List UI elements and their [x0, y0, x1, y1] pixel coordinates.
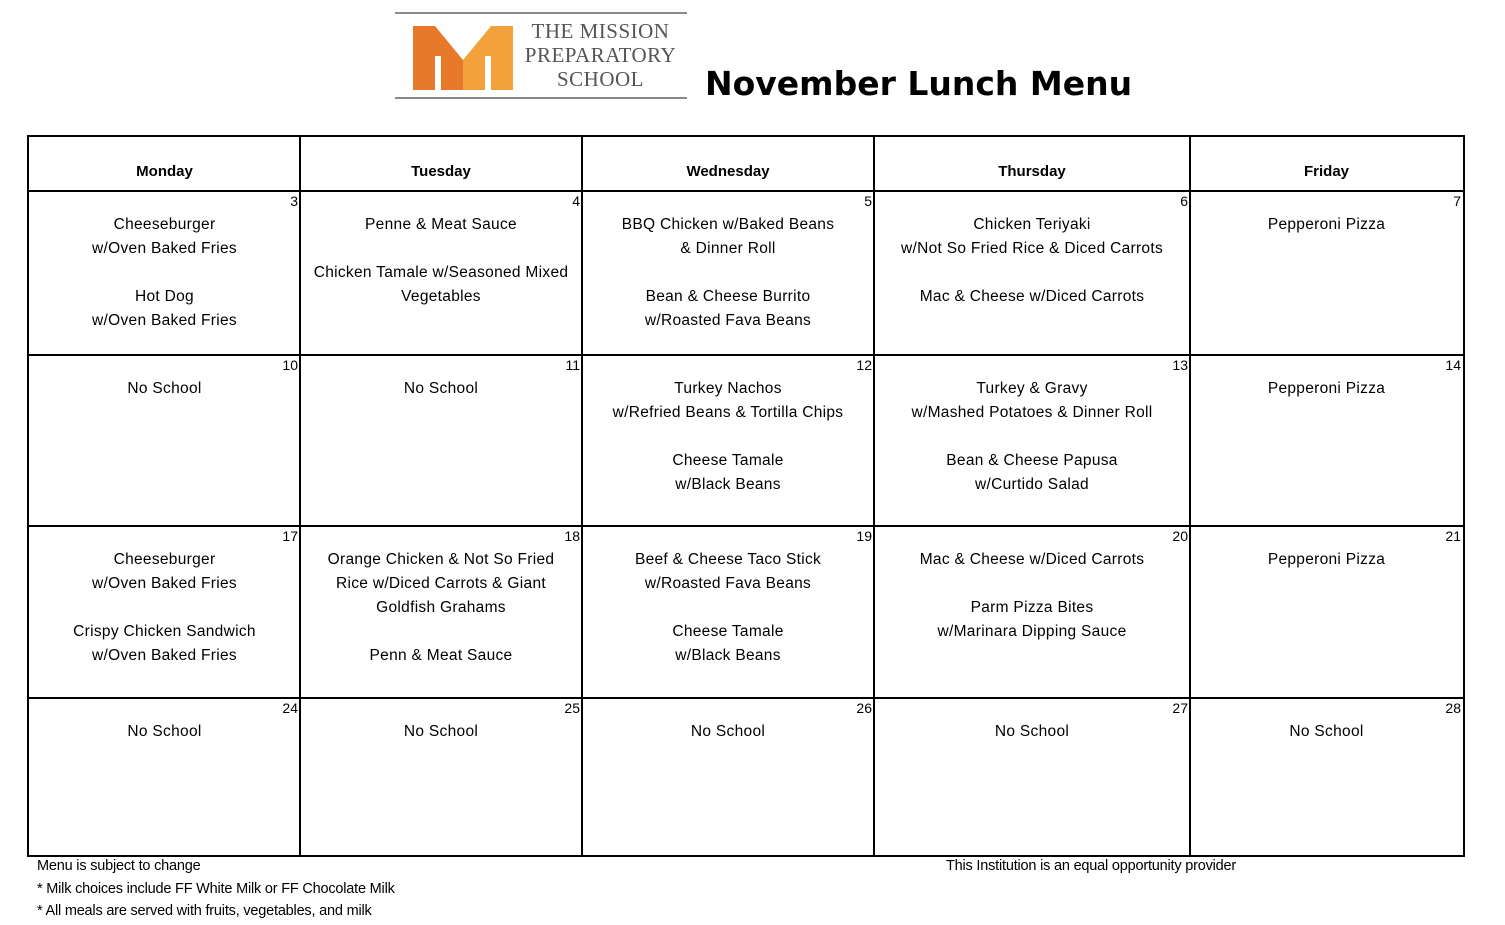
menu-cell [300, 191, 582, 355]
date-number: 11 [565, 357, 580, 373]
meal-item [300, 213, 582, 237]
meal-line: w/Oven Baked Fries [92, 312, 237, 329]
meal-line: Cheese Tamale [672, 623, 784, 640]
page-title: November Lunch Menu [705, 64, 1133, 103]
meal-list [300, 548, 582, 692]
menu-cell [29, 698, 300, 855]
date-number: 4 [572, 193, 580, 209]
meal-item [874, 596, 1190, 644]
meal-list [582, 213, 874, 357]
meal-line: Cheeseburger [113, 551, 216, 568]
meal-item [29, 377, 300, 401]
meal-line: Penne & Meat Sauce [365, 216, 517, 233]
meal-line: Bean & Cheese Papusa [946, 452, 1118, 469]
menu-cell [300, 526, 582, 698]
school-logo [395, 12, 687, 99]
logo-line-2: PREPARATORY [524, 43, 677, 67]
date-number: 12 [856, 357, 872, 373]
meal-line: No School [403, 723, 479, 740]
menu-cell [874, 191, 1190, 355]
meal-list [582, 377, 874, 521]
meal-line: & Dinner Roll [680, 240, 776, 257]
meal-list [582, 548, 874, 692]
meal-line: Beef & Cheese Taco Stick [634, 551, 822, 568]
meal-item [582, 285, 874, 333]
meal-item [300, 720, 582, 744]
menu-cell [1190, 526, 1463, 698]
meal-line: No School [403, 380, 479, 397]
date-number: 18 [564, 528, 580, 544]
menu-cell [300, 355, 582, 526]
meal-line: w/Marinara Dipping Sauce [937, 623, 1127, 640]
date-number: 25 [564, 700, 580, 716]
meal-list [29, 377, 300, 425]
meal-line: No School [994, 723, 1070, 740]
meal-line: Penn & Meat Sauce [369, 647, 513, 664]
date-number: 3 [290, 193, 298, 209]
meal-line: Turkey Nachos [674, 380, 782, 397]
meal-line: w/Curtido Salad [975, 476, 1089, 493]
menu-cell [29, 355, 300, 526]
menu-cell [1190, 698, 1463, 855]
date-number: 14 [1445, 357, 1461, 373]
meal-line: Bean & Cheese Burrito [645, 288, 811, 305]
m-logo-icon [413, 26, 513, 90]
menu-cell [874, 526, 1190, 698]
meal-item [1190, 377, 1463, 401]
menu-calendar [27, 135, 1465, 857]
menu-cell [582, 698, 874, 855]
date-number: 17 [282, 528, 298, 544]
meal-list [1190, 548, 1463, 596]
logo-top-rule [395, 12, 687, 14]
meal-list [300, 377, 582, 425]
meal-line: Hot Dog [135, 288, 194, 305]
meal-list [1190, 213, 1463, 261]
meal-line: w/Oven Baked Fries [92, 240, 237, 257]
meal-item [29, 720, 300, 744]
meal-item [582, 377, 874, 425]
meal-line: No School [1289, 723, 1364, 740]
page-header [0, 0, 1505, 130]
logo-line-3: SCHOOL [556, 67, 644, 91]
meal-line: Pepperoni Pizza [1267, 551, 1386, 568]
meal-item [582, 548, 874, 596]
date-number: 10 [282, 357, 298, 373]
date-number: 19 [856, 528, 872, 544]
meal-line: Mac & Cheese w/Diced Carrots [919, 551, 1145, 568]
meal-line: w/Oven Baked Fries [92, 575, 237, 592]
menu-cell [582, 526, 874, 698]
meal-item [300, 377, 582, 401]
day-header-monday: Monday [136, 163, 193, 180]
date-number: 20 [1172, 528, 1188, 544]
meal-line: w/Black Beans [675, 647, 781, 664]
day-header-wednesday: Wednesday [686, 163, 770, 180]
day-header-friday: Friday [1303, 163, 1349, 180]
meal-list [29, 720, 300, 768]
menu-cell [1190, 355, 1463, 526]
meal-line: Cheeseburger [113, 216, 216, 233]
date-number: 26 [856, 700, 872, 716]
meal-line: Orange Chicken & Not So Fried Rice w/Diced Carrots & Giant Goldfish Grahams [327, 551, 555, 616]
menu-cell [29, 526, 300, 698]
meal-line: w/Roasted Fava Beans [644, 312, 812, 329]
date-number: 28 [1445, 700, 1461, 716]
date-number: 27 [1172, 700, 1188, 716]
meal-item [300, 548, 582, 620]
meal-list [300, 720, 582, 768]
meal-item [1190, 548, 1463, 572]
meal-item [874, 213, 1190, 261]
meal-line: Cheese Tamale [672, 452, 784, 469]
meal-item [300, 644, 582, 668]
meal-item [582, 213, 874, 261]
meal-line: w/Mashed Potatoes & Dinner Roll [911, 404, 1153, 421]
day-header-tuesday: Tuesday [411, 163, 471, 180]
date-number: 13 [1172, 357, 1188, 373]
logo-wordmark [523, 19, 678, 91]
meal-line: No School [690, 723, 766, 740]
menu-cell [874, 698, 1190, 855]
meal-item [874, 720, 1190, 744]
meal-item [582, 720, 874, 744]
meal-line: Chicken Tamale w/Seasoned Mixed Vegetables [313, 264, 569, 305]
meal-list [300, 213, 582, 333]
date-number: 7 [1453, 193, 1461, 209]
meal-line: Parm Pizza Bites [970, 599, 1094, 616]
meal-list [29, 548, 300, 692]
meal-line: Crispy Chicken Sandwich [73, 623, 256, 640]
footer-equal-opportunity: This Institution is an equal opportunity provider [946, 858, 1237, 874]
meal-item [300, 261, 582, 309]
meal-item [582, 449, 874, 497]
meal-item [874, 285, 1190, 309]
logo-line-1: THE MISSION [531, 19, 670, 43]
date-number: 21 [1445, 528, 1461, 544]
meal-line: w/Black Beans [675, 476, 781, 493]
meal-list [874, 213, 1190, 333]
meal-item [874, 449, 1190, 497]
date-number: 5 [864, 193, 872, 209]
meal-list [874, 720, 1190, 768]
menu-cell [874, 355, 1190, 526]
footer-milk-note: * Milk choices include FF White Milk or FF Chocolate Milk [37, 881, 395, 897]
meal-list [1190, 720, 1463, 768]
menu-cell [300, 698, 582, 855]
meal-item [1190, 213, 1463, 237]
meal-item [29, 548, 300, 596]
meal-line: Chicken Teriyaki [973, 216, 1091, 233]
meal-line: Pepperoni Pizza [1267, 216, 1386, 233]
meal-item [29, 213, 300, 261]
meal-line: w/Not So Fried Rice & Diced Carrots [900, 240, 1164, 257]
meal-list [582, 720, 874, 768]
logo-bottom-rule [395, 97, 687, 99]
meal-line: No School [127, 380, 202, 397]
menu-cell [582, 355, 874, 526]
meal-line: Turkey & Gravy [976, 380, 1088, 397]
menu-cell [582, 191, 874, 355]
date-number: 6 [1180, 193, 1188, 209]
meal-item [582, 620, 874, 668]
menu-cell [29, 191, 300, 355]
meal-line: w/Oven Baked Fries [92, 647, 237, 664]
meal-line: Mac & Cheese w/Diced Carrots [919, 288, 1145, 305]
meal-item [874, 377, 1190, 425]
meal-line: No School [127, 723, 202, 740]
footer-served-note: * All meals are served with fruits, vegetables, and milk [37, 903, 372, 919]
meal-item [1190, 720, 1463, 744]
meal-line: BBQ Chicken w/Baked Beans [621, 216, 835, 233]
meal-item [29, 285, 300, 333]
meal-list [1190, 377, 1463, 425]
meal-item [29, 620, 300, 668]
meal-list [874, 548, 1190, 668]
footer-change-notice: Menu is subject to change [37, 858, 201, 874]
meal-list [874, 377, 1190, 521]
meal-item [874, 548, 1190, 572]
menu-cell [1190, 191, 1463, 355]
meal-list [29, 213, 300, 357]
meal-line: w/Refried Beans & Tortilla Chips [612, 404, 844, 421]
meal-line: w/Roasted Fava Beans [644, 575, 812, 592]
meal-line: Pepperoni Pizza [1267, 380, 1386, 397]
date-number: 24 [282, 700, 298, 716]
day-header-thursday: Thursday [998, 163, 1066, 180]
